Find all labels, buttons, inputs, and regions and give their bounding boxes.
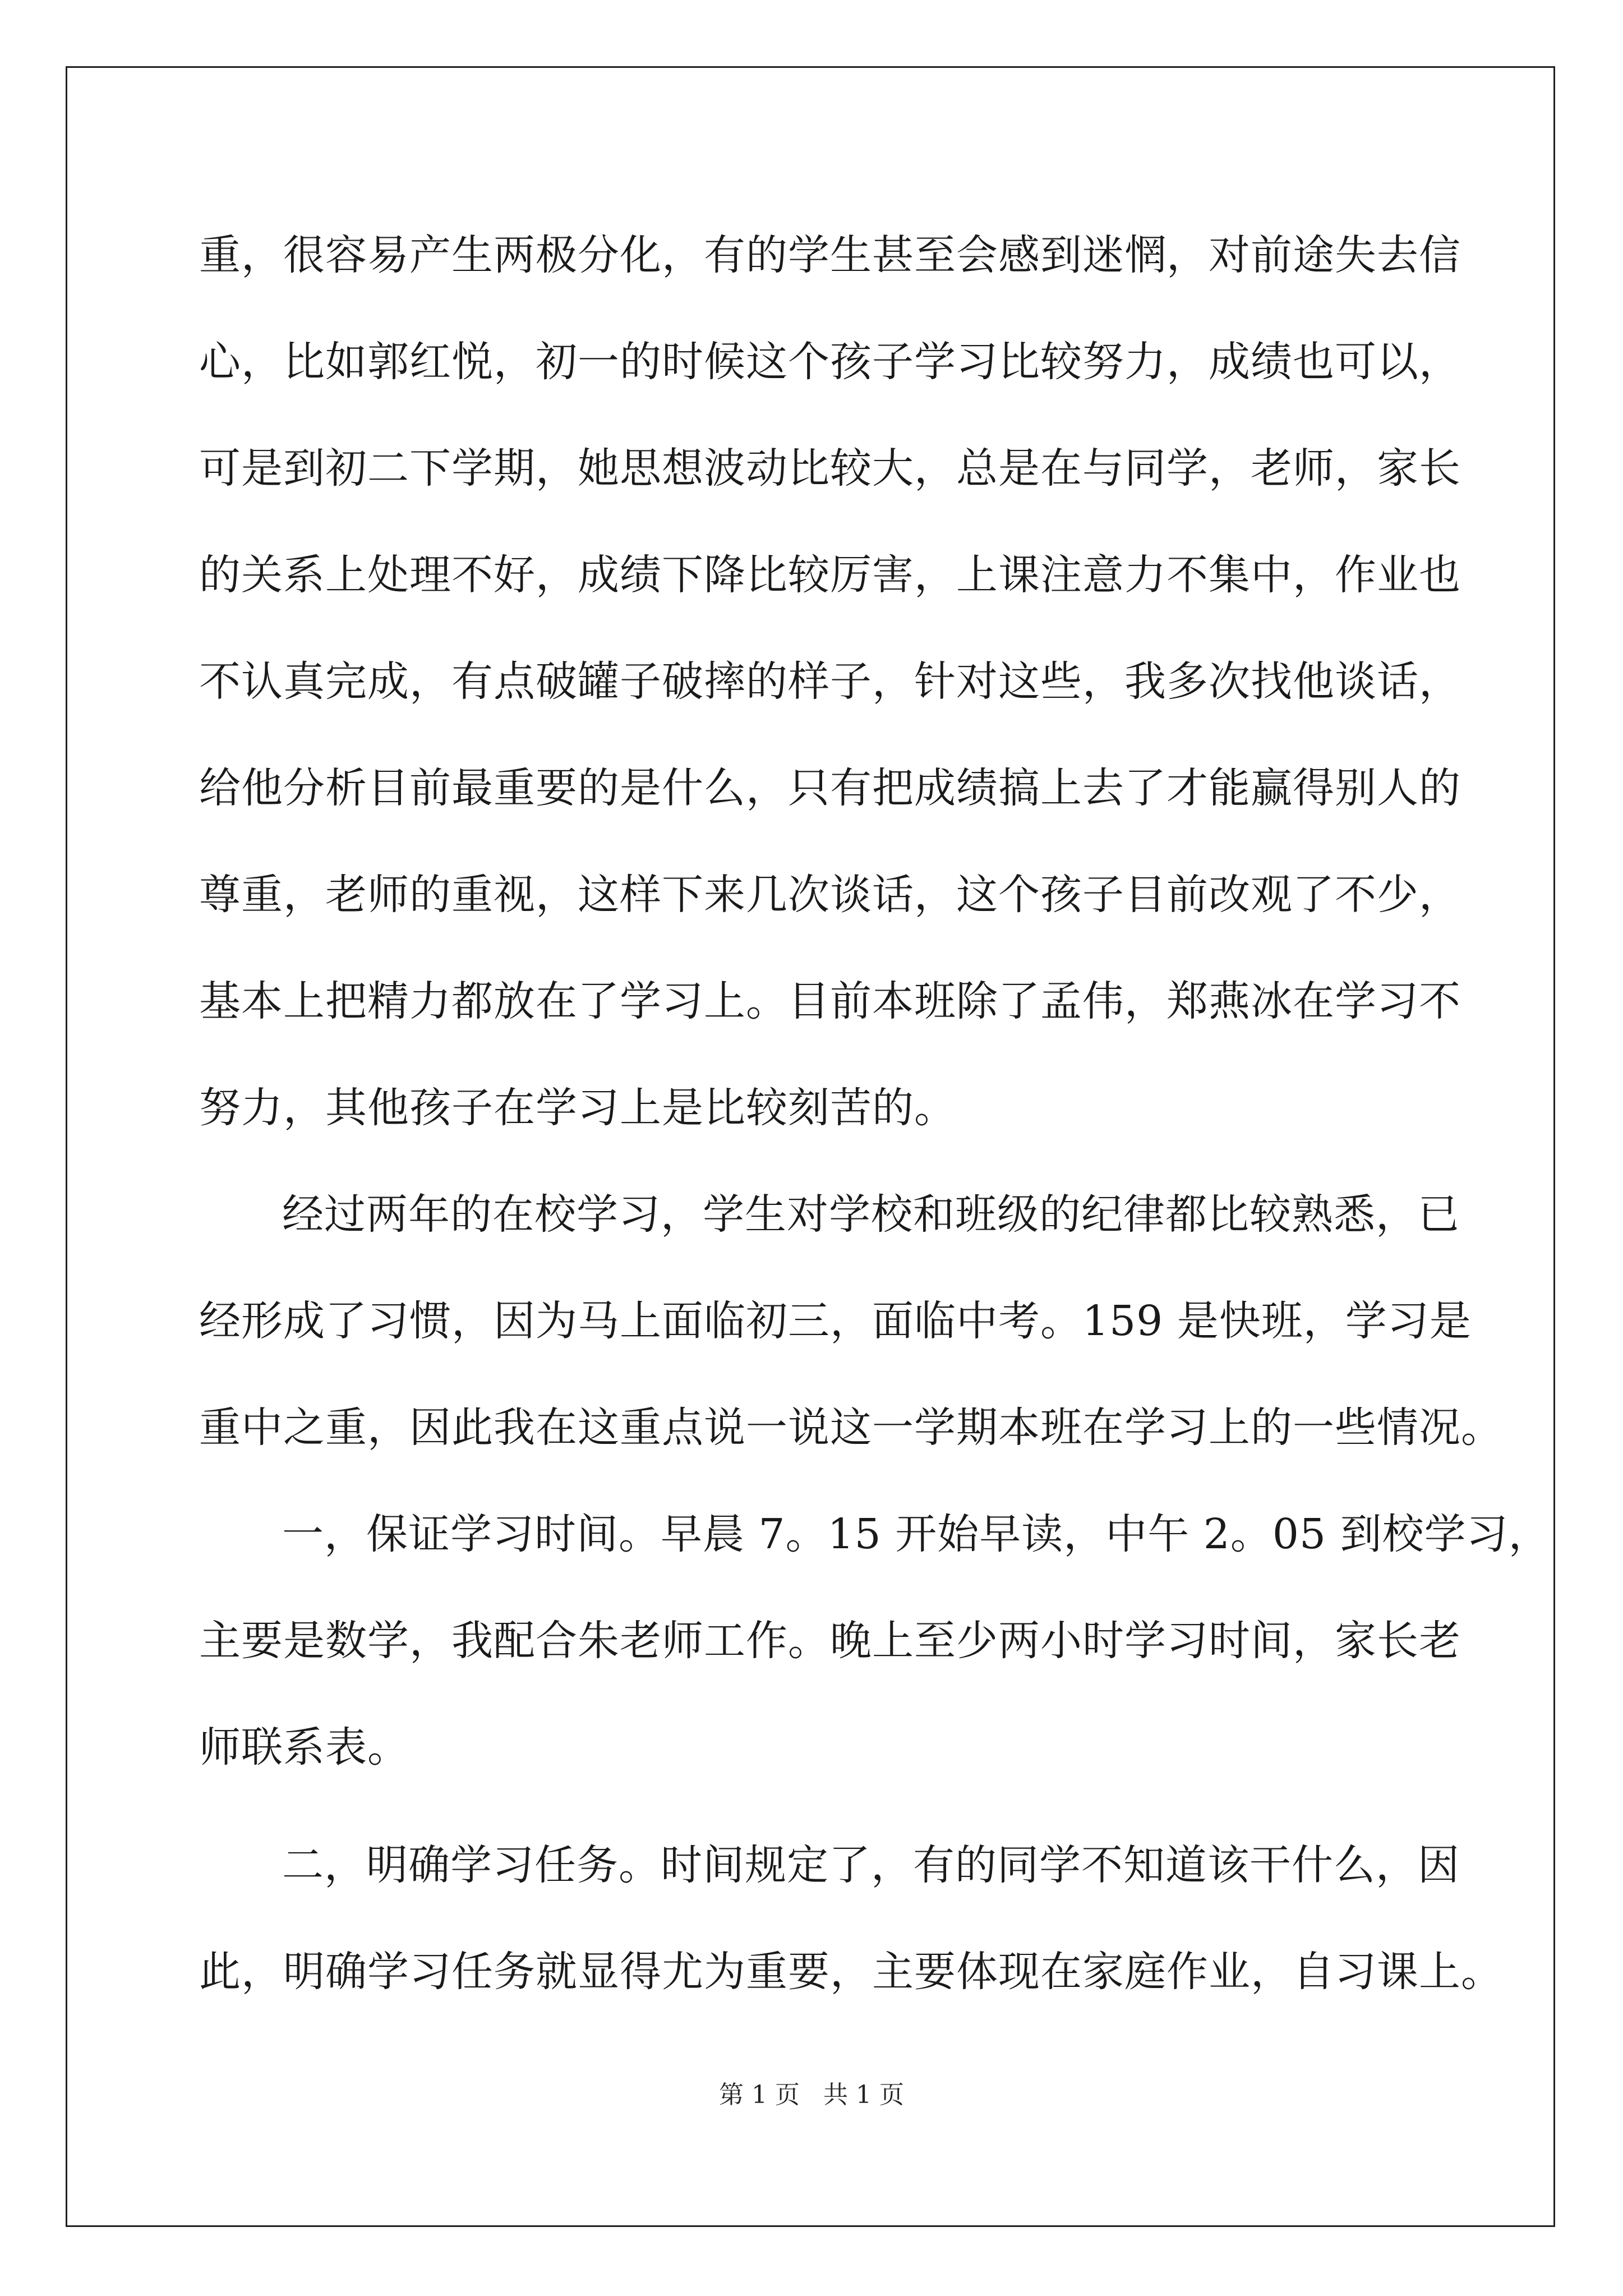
text-line: 师联系表。 <box>199 1723 409 1772</box>
paragraph-1 <box>199 202 1461 1161</box>
page-footer: 第 1 页 共 1 页 <box>719 2081 904 2109</box>
text-line: 基本上把精力都放在了学习上。目前本班除了孟伟，郑燕冰在学习不 <box>199 977 1461 1025</box>
text-line: 重，很容易产生两极分化，有的学生甚至会感到迷惘，对前途失去信 <box>199 231 1461 279</box>
paragraph-2 <box>199 1161 1503 1481</box>
text-line: 此，明确学习任务就显得尤为重要，主要体现在家庭作业，自习课上。 <box>199 1948 1503 1996</box>
text-line: 经过两年的在校学习，学生对学校和班级的纪律都比较熟悉，已 <box>282 1190 1460 1239</box>
text-line: 尊重，老师的重视，这样下来几次谈话，这个孩子目前改观了不少， <box>199 871 1461 919</box>
text-line: 心，比如郭红悦，初一的时候这个孩子学习比较努力，成绩也可以， <box>199 338 1461 386</box>
document-body <box>199 202 1551 2025</box>
text-line: 不认真完成，有点破罐子破摔的样子，针对这些，我多次找他谈话， <box>199 657 1461 706</box>
text-line: 二，明确学习任务。时间规定了，有的同学不知道该干什么，因 <box>282 1841 1460 1889</box>
text-line: 给他分析目前最重要的是什么，只有把成绩搞上去了才能赢得别人的 <box>199 764 1461 812</box>
text-line: 努力，其他孩子在学习上是比较刻苦的。 <box>199 1084 956 1132</box>
paragraph-gap <box>199 1801 1450 1812</box>
paragraph-3 <box>199 1481 1551 1801</box>
text-line: 经形成了习惯，因为马上面临初三，面临中考。159 是快班，学习是 <box>199 1297 1472 1345</box>
paragraph-4 <box>199 1812 1503 2025</box>
text-line: 重中之重，因此我在这重点说一说这一学期本班在学习上的一些情况。 <box>199 1404 1503 1452</box>
text-line: 主要是数学，我配合朱老师工作。晚上至少两小时学习时间，家长老 <box>199 1617 1461 1665</box>
text-line: 一，保证学习时间。早晨 7。15 开始早读，中午 2。05 到校学习， <box>282 1510 1551 1558</box>
text-line: 可是到初二下学期，她思想波动比较大，总是在与同学，老师，家长 <box>199 444 1461 493</box>
text-line: 的关系上处理不好，成绩下降比较厉害，上课注意力不集中，作业也 <box>199 551 1461 599</box>
